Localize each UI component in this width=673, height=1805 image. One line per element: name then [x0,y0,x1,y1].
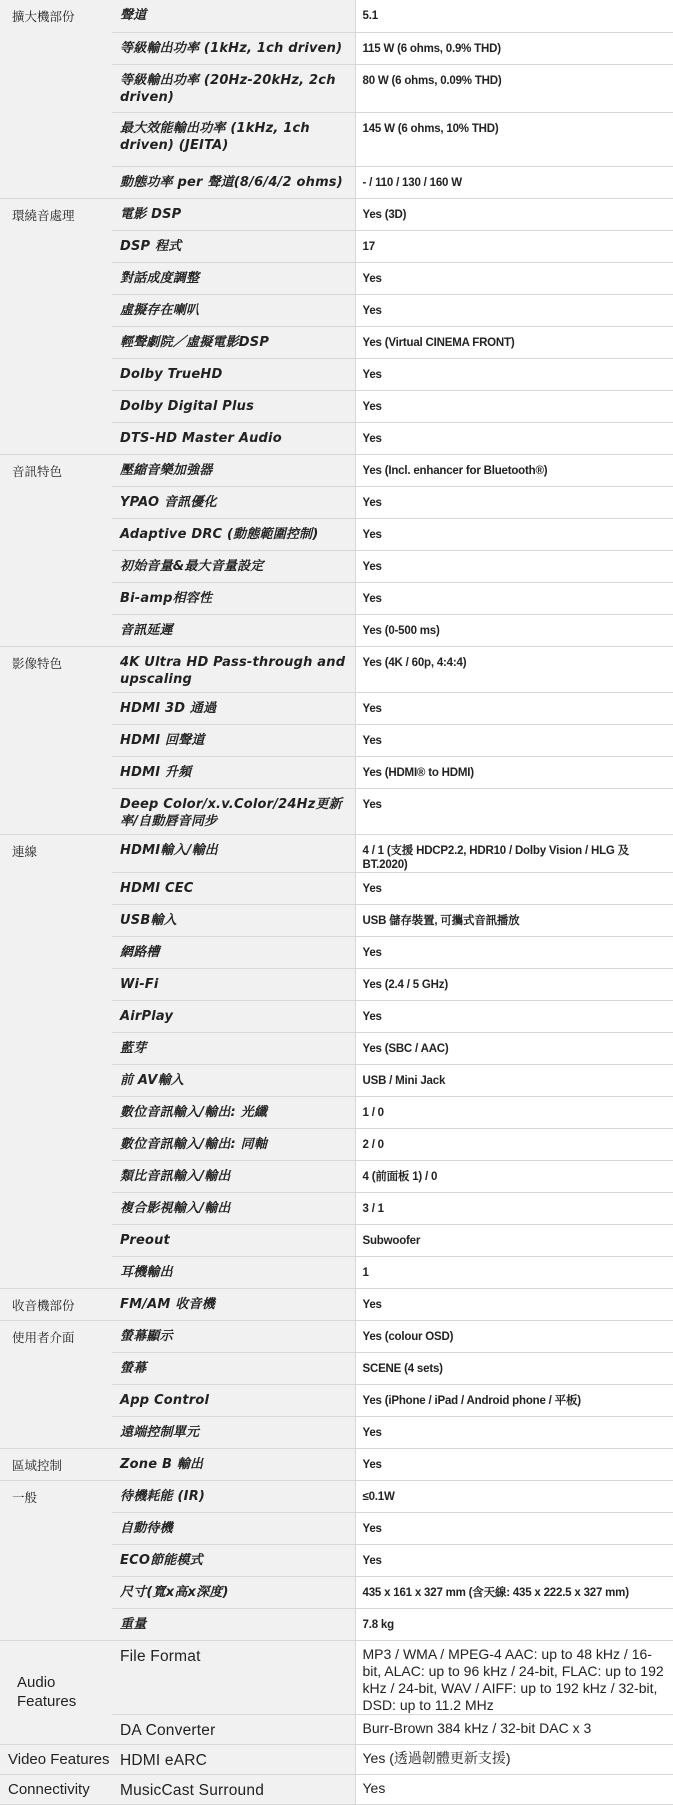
spec-value: ≤0.1W [355,1480,673,1512]
spec-name: 類比音訊輸入/輸出 [112,1160,355,1192]
spec-name: Wi-Fi [112,968,355,1000]
spec-name: Zone B 輸出 [112,1448,355,1480]
spec-name: 動態功率 per 聲道(8/6/4/2 ohms) [112,166,355,198]
spec-name: Deep Color/x.v.Color/24Hz更新率/自動唇音同步 [112,788,355,834]
spec-category: 擴大機部份 [0,0,112,198]
feature-category: Video Features [0,1744,112,1774]
spec-value: Yes (HDMI® to HDMI) [355,756,673,788]
spec-name: 電影 DSP [112,198,355,230]
spec-name: 螢幕顯示 [112,1320,355,1352]
spec-value: Yes [355,390,673,422]
spec-category: 連線 [0,834,112,1288]
spec-value: Yes [355,582,673,614]
spec-name: YPAO 音訊優化 [112,486,355,518]
spec-row [0,834,673,872]
spec-value: Yes [355,788,673,834]
spec-value: Yes [355,1544,673,1576]
spec-value: Yes (colour OSD) [355,1320,673,1352]
spec-value: SCENE (4 sets) [355,1352,673,1384]
feature-name: File Format [112,1640,355,1714]
spec-name: 音訊延遲 [112,614,355,646]
spec-value: Yes [355,1416,673,1448]
spec-name: 對話成度調整 [112,262,355,294]
spec-value: Yes [355,1000,673,1032]
spec-value: Yes [355,936,673,968]
feature-value: MP3 / WMA / MPEG-4 AAC: up to 48 kHz / 16-bit, ALAC: up to 96 kHz / 24-bit, FLAC: up to 192 kHz / 24-bit, WAV / AIFF: up to 192 kHz / 32-bit, DSD: up to 11.2 MHz [355,1640,673,1714]
spec-name: 等級輸出功率 (20Hz-20kHz, 2ch driven) [112,64,355,112]
spec-value: Subwoofer [355,1224,673,1256]
spec-name: 前 AV輸入 [112,1064,355,1096]
spec-name: 聲道 [112,0,355,32]
spec-value: 3 / 1 [355,1192,673,1224]
spec-name: 等級輸出功率 (1kHz, 1ch driven) [112,32,355,64]
spec-value: Yes [355,486,673,518]
spec-name: 壓縮音樂加強器 [112,454,355,486]
spec-name: HDMI 3D 通過 [112,692,355,724]
spec-category: 影像特色 [0,646,112,834]
spec-name: AirPlay [112,1000,355,1032]
spec-name: 尺寸(寬x高x深度) [112,1576,355,1608]
spec-category: 收音機部份 [0,1288,112,1320]
feature-row [0,1640,673,1714]
spec-value: Yes [355,550,673,582]
spec-name: 初始音量&最大音量設定 [112,550,355,582]
spec-name: Preout [112,1224,355,1256]
feature-value: Yes [355,1774,673,1804]
spec-name: 重量 [112,1608,355,1640]
spec-value: Yes [355,872,673,904]
spec-row [0,1480,673,1512]
spec-name: 複合影視輸入/輸出 [112,1192,355,1224]
feature-name: DA Converter [112,1714,355,1744]
spec-name: DTS-HD Master Audio [112,422,355,454]
feature-row [0,1774,673,1804]
spec-value: Yes (Virtual CINEMA FRONT) [355,326,673,358]
spec-value: Yes [355,724,673,756]
spec-value: Yes (4K / 60p, 4:4:4) [355,646,673,692]
feature-value: Burr-Brown 384 kHz / 32-bit DAC x 3 [355,1714,673,1744]
spec-value: Yes (SBC / AAC) [355,1032,673,1064]
spec-value: Yes [355,294,673,326]
spec-row [0,1288,673,1320]
spec-value: 4 / 1 (支援 HDCP2.2, HDR10 / Dolby Vision / HLG 及 BT.2020) [355,834,673,872]
spec-name: 最大效能輸出功率 (1kHz, 1ch driven) (JEITA) [112,112,355,166]
spec-value: 115 W (6 ohms, 0.9% THD) [355,32,673,64]
spec-category: 區域控制 [0,1448,112,1480]
spec-row [0,1320,673,1352]
feature-category: Connectivity [0,1774,112,1804]
spec-value: Yes [355,422,673,454]
spec-name: 螢幕 [112,1352,355,1384]
spec-value: 2 / 0 [355,1128,673,1160]
spec-name: 遠端控制單元 [112,1416,355,1448]
spec-row [0,1448,673,1480]
spec-name: FM/AM 收音機 [112,1288,355,1320]
spec-name: App Control [112,1384,355,1416]
spec-name: Bi-amp相容性 [112,582,355,614]
spec-value: Yes [355,1512,673,1544]
spec-value: 435 x 161 x 327 mm (含天線: 435 x 222.5 x 327 mm) [355,1576,673,1608]
spec-value: 5.1 [355,0,673,32]
spec-value: Yes [355,518,673,550]
spec-row [0,646,673,692]
spec-name: 數位音訊輸入/輸出: 光纖 [112,1096,355,1128]
spec-name: 藍芽 [112,1032,355,1064]
spec-name: HDMI CEC [112,872,355,904]
spec-value: Yes [355,1288,673,1320]
spec-value: Yes (3D) [355,198,673,230]
feature-name: MusicCast Surround [112,1774,355,1804]
spec-value: 4 (前面板 1) / 0 [355,1160,673,1192]
spec-name: 網路槽 [112,936,355,968]
feature-category: Audio Features [0,1640,112,1744]
spec-value: Yes (0-500 ms) [355,614,673,646]
spec-value: 1 / 0 [355,1096,673,1128]
spec-name: HDMI輸入/輸出 [112,834,355,872]
spec-value: USB / Mini Jack [355,1064,673,1096]
spec-name: 虛擬存在喇叭 [112,294,355,326]
feature-value: Yes (透過韌體更新支援) [355,1744,673,1774]
spec-category: 音訊特色 [0,454,112,646]
spec-row [0,198,673,230]
spec-name: HDMI 升頻 [112,756,355,788]
spec-value: Yes (2.4 / 5 GHz) [355,968,673,1000]
spec-name: 輕聲劇院／虛擬電影DSP [112,326,355,358]
spec-row [0,454,673,486]
spec-value: Yes [355,692,673,724]
spec-value: Yes [355,262,673,294]
spec-value: 17 [355,230,673,262]
spec-name: HDMI 回聲道 [112,724,355,756]
spec-category: 環繞音處理 [0,198,112,454]
spec-value: Yes [355,358,673,390]
spec-value: Yes [355,1448,673,1480]
spec-name: Dolby Digital Plus [112,390,355,422]
spec-value: 80 W (6 ohms, 0.09% THD) [355,64,673,112]
spec-row [0,0,673,32]
spec-value: 7.8 kg [355,1608,673,1640]
spec-name: 數位音訊輸入/輸出: 同軸 [112,1128,355,1160]
spec-name: Adaptive DRC (動態範圍控制) [112,518,355,550]
spec-value: Yes (Incl. enhancer for Bluetooth®) [355,454,673,486]
spec-value: 145 W (6 ohms, 10% THD) [355,112,673,166]
spec-value: Yes (iPhone / iPad / Android phone / 平板) [355,1384,673,1416]
spec-category: 使用者介面 [0,1320,112,1448]
spec-name: 耳機輸出 [112,1256,355,1288]
spec-name: 待機耗能 (IR) [112,1480,355,1512]
spec-name: DSP 程式 [112,230,355,262]
spec-category: 一般 [0,1480,112,1640]
spec-name: 4K Ultra HD Pass-through and upscaling [112,646,355,692]
spec-value: - / 110 / 130 / 160 W [355,166,673,198]
spec-name: 自動待機 [112,1512,355,1544]
feature-row [0,1744,673,1774]
spec-value: 1 [355,1256,673,1288]
feature-name: HDMI eARC [112,1744,355,1774]
spec-value: USB 儲存裝置, 可攜式音訊播放 [355,904,673,936]
spec-name: Dolby TrueHD [112,358,355,390]
spec-name: ECO節能模式 [112,1544,355,1576]
spec-name: USB輸入 [112,904,355,936]
